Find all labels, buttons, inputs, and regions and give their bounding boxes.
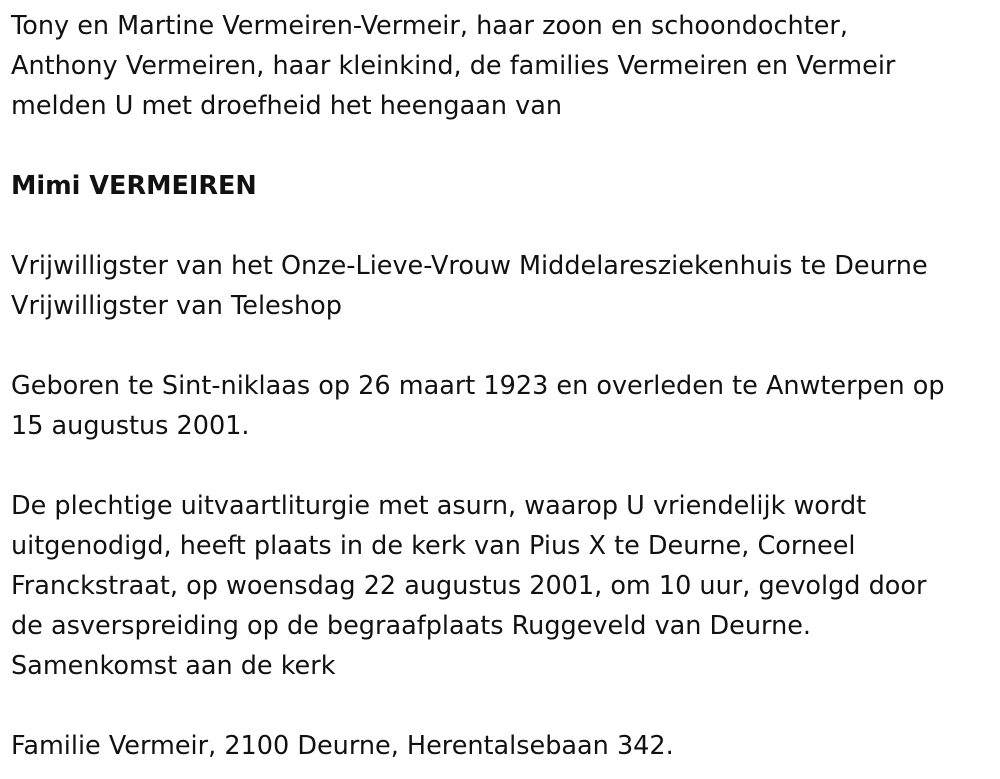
ceremony-line-3: Franckstraat, op woensdag 22 augustus 2001, om 10 uur, gevolgd door [11, 571, 927, 601]
spacer [11, 126, 1000, 166]
ceremony-line-4: de asverspreiding op de begraafplaats Ruggeveld van Deurne. [11, 611, 812, 641]
ceremony-line-2: uitgenodigd, heeft plaats in de kerk van Pius X te Deurne, Corneel [11, 531, 856, 561]
ceremony-paragraph [11, 486, 1000, 686]
intro-line-3: melden U met droefheid het heengaan van [11, 91, 563, 121]
deceased-name: Mimi VERMEIREN [11, 171, 257, 201]
intro-paragraph [11, 6, 1000, 126]
intro-line-2: Anthony Vermeiren, haar kleinkind, de families Vermeiren en Vermeir [11, 51, 896, 81]
volunteer-paragraph [11, 246, 1000, 326]
volunteer-line-1: Vrijwilligster van het Onze-Lieve-Vrouw Middelaresziekenhuis te Deurne [11, 251, 928, 281]
birth-death-line-1: Geboren te Sint-niklaas op 26 maart 1923 en overleden te Anwterpen op [11, 371, 945, 401]
volunteer-line-2: Vrijwilligster van Teleshop [11, 291, 342, 321]
contact-line: Familie Vermeir, 2100 Deurne, Herentalsebaan 342. [11, 731, 674, 761]
spacer [11, 686, 1000, 726]
intro-line-1: Tony en Martine Vermeiren-Vermeir, haar zoon en schoondochter, [11, 11, 848, 41]
birth-death-paragraph [11, 366, 1000, 446]
spacer [11, 446, 1000, 486]
ceremony-line-5: Samenkomst aan de kerk [11, 651, 336, 681]
ceremony-line-1: De plechtige uitvaartliturgie met asurn, waarop U vriendelijk wordt [11, 491, 867, 521]
spacer [11, 206, 1000, 246]
birth-death-line-2: 15 augustus 2001. [11, 411, 250, 441]
spacer [11, 326, 1000, 366]
